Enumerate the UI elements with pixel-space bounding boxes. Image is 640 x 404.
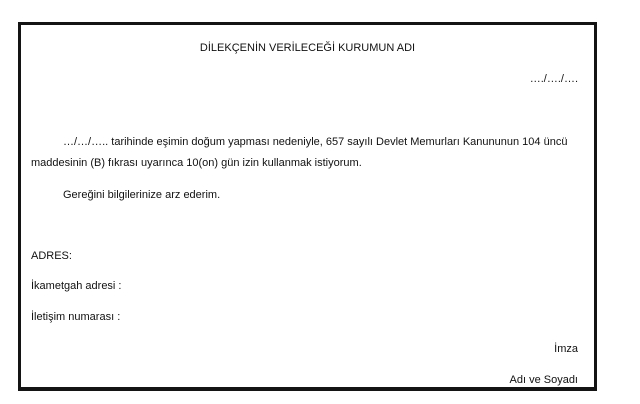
petition-page — [18, 22, 597, 391]
signature-label: İmza — [554, 343, 578, 355]
residence-address-label: İkametgah adresi : — [31, 280, 122, 292]
petition-body-paragraph: …/…/….. tarihinde eşimin doğum yapması nedeniyle, 657 sayılı Devlet Memurları Kanununun 104 üncü maddesinin (B) fıkrası uyarınca 10(on) gün izin kullanmak istiyorum. — [31, 136, 568, 169]
date-placeholder: …./…./…. — [529, 73, 578, 85]
phone-number-label: İletişim numarası : — [31, 311, 121, 323]
institution-title: DİLEKÇENİN VERİLECEĞİ KURUMUN ADI — [199, 42, 416, 54]
address-label: ADRES: — [31, 250, 72, 262]
name-surname-label: Adı ve Soyadı — [509, 374, 578, 386]
closing-sentence: Gereğini bilgilerinize arz ederim. — [63, 189, 221, 201]
